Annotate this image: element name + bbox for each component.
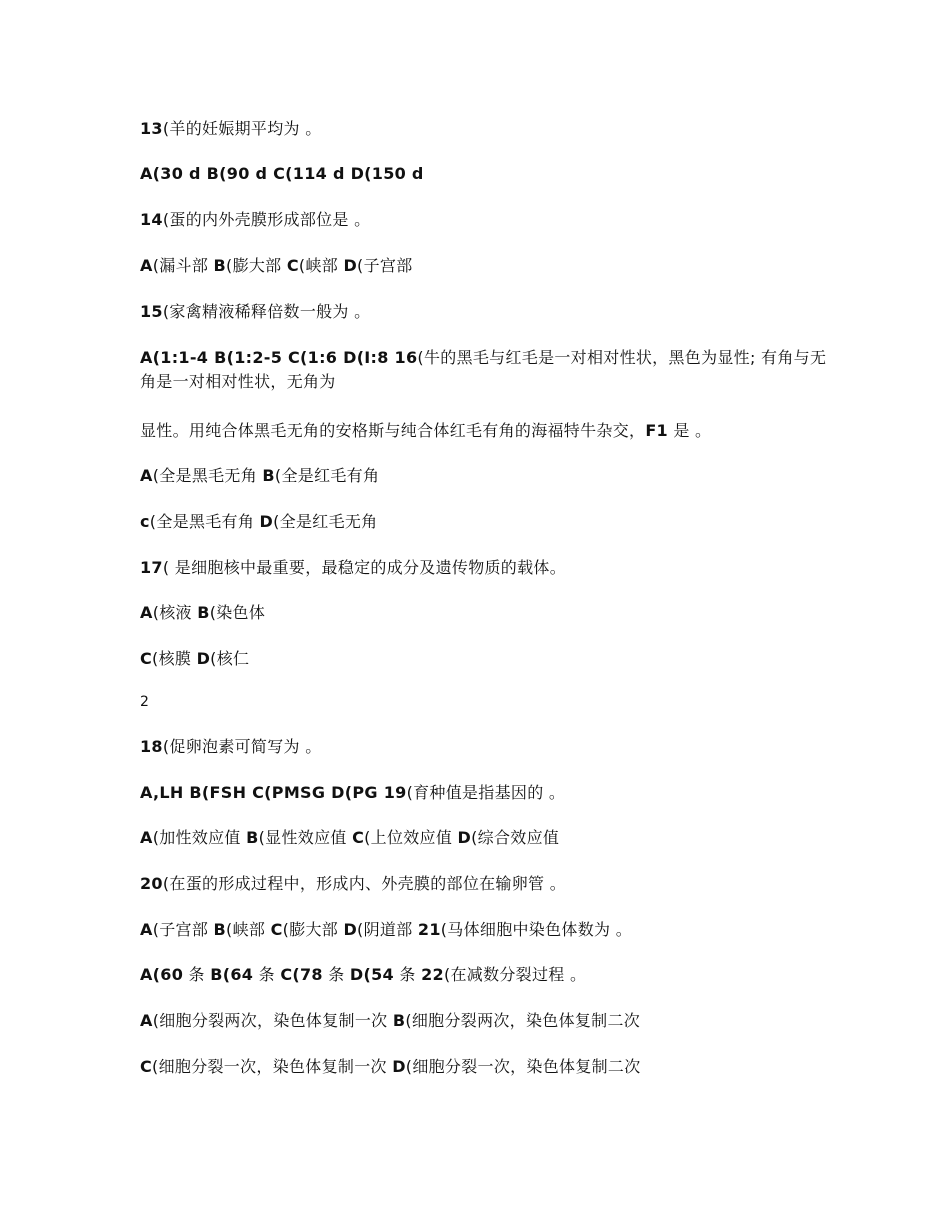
text-run: B(64 bbox=[210, 965, 254, 984]
q15-question bbox=[140, 300, 830, 324]
text-run: (子宫部 bbox=[357, 256, 413, 275]
text-run: (育种值是指基因的 。 bbox=[406, 783, 566, 802]
text-run: A bbox=[140, 828, 153, 847]
q13-question bbox=[140, 117, 830, 141]
text-run: (全是黑毛有角 bbox=[149, 512, 260, 531]
text-run: (加性效应值 bbox=[152, 828, 247, 847]
text-run: (峡部 bbox=[298, 256, 344, 275]
text-run: (核仁 bbox=[210, 649, 250, 668]
text-run: B bbox=[262, 466, 275, 485]
q16-options-ab bbox=[140, 464, 830, 488]
text-run: (细胞分裂两次，染色体复制一次 bbox=[152, 1011, 393, 1030]
text-run: (阴道部 bbox=[357, 920, 418, 939]
text-run: A bbox=[140, 1011, 153, 1030]
text-run: (细胞分裂一次，染色体复制一次 bbox=[152, 1057, 393, 1076]
text-run: 22 bbox=[421, 965, 444, 984]
text-run: 条 bbox=[322, 965, 350, 984]
text-run: 14 bbox=[140, 210, 163, 229]
text-run: 15 bbox=[140, 302, 163, 321]
text-run: (膨大部 bbox=[282, 920, 344, 939]
text-run: F1 bbox=[645, 421, 668, 440]
q22-options-cd bbox=[140, 1055, 830, 1079]
text-run: (综合效应值 bbox=[471, 828, 560, 847]
text-run: D(54 bbox=[349, 965, 394, 984]
q14-question bbox=[140, 208, 830, 232]
text-run: D bbox=[196, 649, 211, 668]
q18-question bbox=[140, 735, 830, 759]
text-run: D bbox=[259, 512, 274, 531]
text-run: B bbox=[246, 828, 259, 847]
q16-options-cd bbox=[140, 510, 830, 534]
text-run: (染色体 bbox=[209, 603, 266, 622]
q21-options-q22-question bbox=[140, 963, 830, 987]
text-run: D bbox=[457, 828, 472, 847]
text-run: 显性。用纯合体黑毛无角的安格斯与纯合体红毛有角的海福特牛杂交， bbox=[140, 421, 646, 440]
text-run: C bbox=[352, 828, 365, 847]
text-run: c bbox=[140, 512, 150, 531]
text-run: (马体细胞中染色体数为 。 bbox=[440, 920, 632, 939]
text-run: B bbox=[213, 256, 227, 275]
text-run: D bbox=[392, 1057, 406, 1076]
q20-question bbox=[140, 872, 830, 896]
text-run: 条 bbox=[183, 965, 211, 984]
text-run: A bbox=[140, 920, 153, 939]
text-run: (核液 bbox=[152, 603, 198, 622]
text-run: 条 bbox=[393, 965, 422, 984]
text-run: (在蛋的形成过程中，形成内、外壳膜的部位在输卵管 。 bbox=[162, 874, 567, 893]
text-run: (膨大部 bbox=[226, 256, 287, 275]
q18-options-q19-question bbox=[140, 781, 830, 805]
q17-question bbox=[140, 556, 830, 580]
text-run: 是 。 bbox=[667, 421, 712, 440]
text-run: (细胞分裂两次，染色体复制二次 bbox=[405, 1011, 641, 1030]
q13-options bbox=[140, 162, 830, 186]
text-run: ( 是细胞核中最重要，最稳定的成分及遗传物质的载体。 bbox=[162, 558, 567, 577]
text-run: C bbox=[270, 920, 283, 939]
text-run: A bbox=[140, 466, 153, 485]
text-run: B bbox=[213, 920, 227, 939]
text-run: (漏斗部 bbox=[152, 256, 214, 275]
text-run: C(78 bbox=[280, 965, 323, 984]
text-run: (子宫部 bbox=[152, 920, 214, 939]
q17-options-ab bbox=[140, 601, 830, 625]
q19-options bbox=[140, 826, 830, 850]
text-run: (细胞分裂一次，染色体复制二次 bbox=[405, 1057, 641, 1076]
text-run: A(60 bbox=[140, 965, 184, 984]
text-run: A bbox=[140, 603, 153, 622]
text-run: 18 bbox=[140, 737, 163, 756]
text-run: 21 bbox=[417, 920, 441, 939]
text-run: D bbox=[343, 256, 358, 275]
text-run: 17 bbox=[140, 558, 163, 577]
text-run: A(1:1-4 B(1:2-5 C(1:6 D(I:8 16 bbox=[140, 348, 418, 367]
text-run: 条 bbox=[253, 965, 281, 984]
text-run: C bbox=[140, 649, 153, 668]
q22-options-ab bbox=[140, 1009, 830, 1033]
text-run: (峡部 bbox=[226, 920, 271, 939]
text-run: C bbox=[140, 1057, 153, 1076]
text-run: (全是黑毛无角 bbox=[152, 466, 263, 485]
q14-options bbox=[140, 254, 830, 278]
text-run: (核膜 bbox=[152, 649, 197, 668]
text-run: (促卵泡素可简写为 。 bbox=[162, 737, 322, 756]
text-run: A bbox=[140, 256, 153, 275]
text-run: B bbox=[197, 603, 210, 622]
text-run: 20 bbox=[140, 874, 163, 893]
q16-question-continued bbox=[140, 419, 830, 443]
text-run: (显性效应值 bbox=[258, 828, 353, 847]
text-run: 13 bbox=[140, 119, 163, 138]
text-run: (在减数分裂过程 。 bbox=[443, 965, 587, 984]
text-run: (羊的妊娠期平均为 。 bbox=[162, 119, 322, 138]
text-run: (牛的黑毛与红毛是一对相对性状，黑色为显性; 有角与无角是一对相对性状，无角为 bbox=[140, 348, 827, 391]
text-run: (蛋的内外壳膜形成部位是 。 bbox=[162, 210, 371, 229]
text-run: (上位效应值 bbox=[364, 828, 458, 847]
q17-options-cd bbox=[140, 647, 830, 671]
text-run: A,LH B(FSH C(PMSG D(PG 19 bbox=[140, 783, 407, 802]
text-run: (全是红毛有角 bbox=[274, 466, 380, 485]
text-run: B bbox=[392, 1011, 406, 1030]
page-number bbox=[140, 690, 830, 714]
text-run: C bbox=[286, 256, 299, 275]
text-run: (家禽精液稀释倍数一般为 。 bbox=[162, 302, 371, 321]
q20-options-q21-question bbox=[140, 918, 830, 942]
text-run: A(30 d B(90 d C(114 d D(150 d bbox=[140, 164, 424, 183]
q15-options-q16-question bbox=[140, 346, 830, 394]
text-run: (全是红毛无角 bbox=[273, 512, 378, 531]
text-run: D bbox=[343, 920, 358, 939]
text-run: 2 bbox=[140, 694, 150, 710]
